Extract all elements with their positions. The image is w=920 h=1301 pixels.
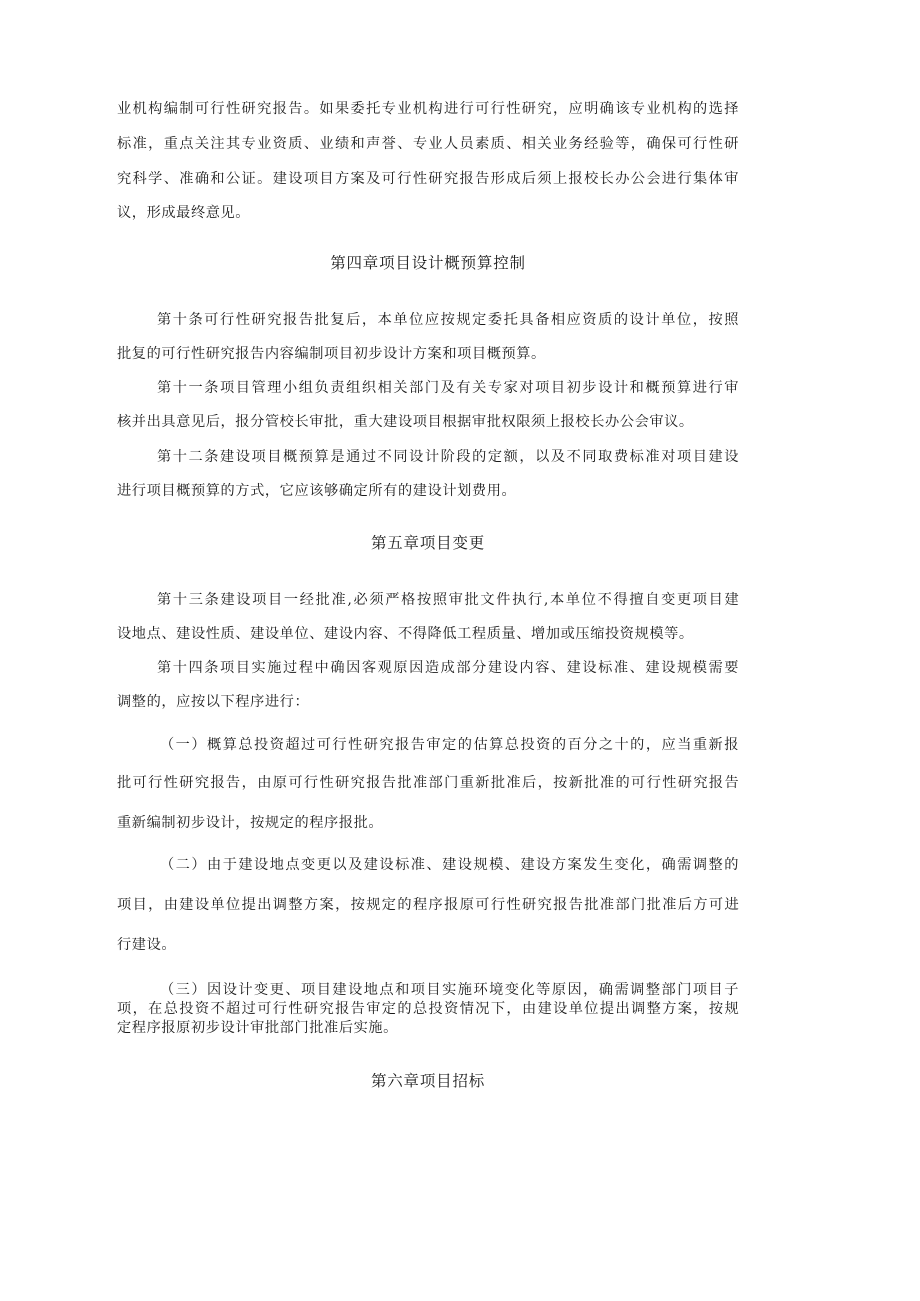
item-3-line-2: 项，在总投资不超过可行性研究报告审定的总投资情况下，由建设单位提出调整方案，按规 — [117, 1001, 739, 1017]
item-1-line-1: （一）概算总投资超过可行性研究报告审定的估算总投资的百分之十的，应当重新报 — [160, 737, 739, 753]
intro-line-2: 标准，重点关注其专业资质、业绩和声誉、专业人员素质、相关业务经验等，确保可行性研 — [117, 136, 739, 152]
intro-line-3: 究科学、准确和公证。建设项目方案及可行性研究报告形成后须上报校长办公会进行集体审 — [117, 171, 739, 187]
article-13-line-1: 第十三条建设项目一经批准,必须严格按照审批文件执行,本单位不得擅自变更项目建 — [157, 592, 739, 608]
item-1-line-3: 重新编制初步设计，按规定的程序报批。 — [117, 815, 384, 831]
article-10-line-1: 第十条可行性研究报告批复后，本单位应按规定委托具备相应资质的设计单位，按照 — [157, 312, 739, 328]
chapter-4-title: 第四章项目设计概预算控制 — [330, 254, 526, 272]
article-11-line-2: 核并出具意见后，报分管校长审批，重大建设项目根据审批权限须上报校长办公会审议。 — [117, 414, 694, 430]
chapter-6-title: 第六章项目招标 — [370, 1072, 486, 1090]
article-12-line-2: 进行项目概预算的方式，它应该够确定所有的建设计划费用。 — [117, 483, 517, 499]
item-2-line-2: 项目，由建设单位提出调整方案，按规定的程序报原可行性研究报告批准部门批准后方可进 — [117, 897, 739, 913]
intro-line-1: 业机构编制可行性研究报告。如果委托专业机构进行可行性研究，应明确该专业机构的选择 — [117, 101, 739, 117]
item-3-line-1: （三）因设计变更、项目建设地点和项目实施环境变化等原因，确需调整部门项目子 — [160, 982, 739, 998]
item-2-line-1: （二）由于建设地点变更以及建设标准、建设规模、建设方案发生变化，确需调整的 — [160, 857, 739, 873]
article-14-line-1: 第十四条项目实施过程中确因客观原因造成部分建设内容、建设标准、建设规模需要 — [157, 660, 739, 676]
article-14-line-2: 调整的，应按以下程序进行： — [117, 694, 310, 710]
item-2-line-3: 行建设。 — [117, 937, 177, 953]
intro-line-4: 议，形成最终意见。 — [117, 205, 251, 221]
item-3-line-3: 定程序报原初步设计审批部门批准后实施。 — [117, 1020, 398, 1036]
article-11-line-1: 第十一条项目管理小组负责组织相关部门及有关专家对项目初步设计和概预算进行审 — [157, 380, 739, 396]
article-10-line-2: 批复的可行性研究报告内容编制项目初步设计方案和项目概预算。 — [117, 346, 546, 362]
item-1-line-2: 批可行性研究报告，由原可行性研究报告批准部门重新批准后，按新批准的可行性研究报告 — [117, 775, 739, 791]
chapter-5-title: 第五章项目变更 — [370, 534, 486, 552]
article-12-line-1: 第十二条建设项目概预算是通过不同设计阶段的定额，以及不同取费标准对项目建设 — [157, 449, 739, 465]
article-13-line-2: 设地点、建设性质、建设单位、建设内容、不得降低工程质量、增加或压缩投资规模等。 — [117, 626, 694, 642]
